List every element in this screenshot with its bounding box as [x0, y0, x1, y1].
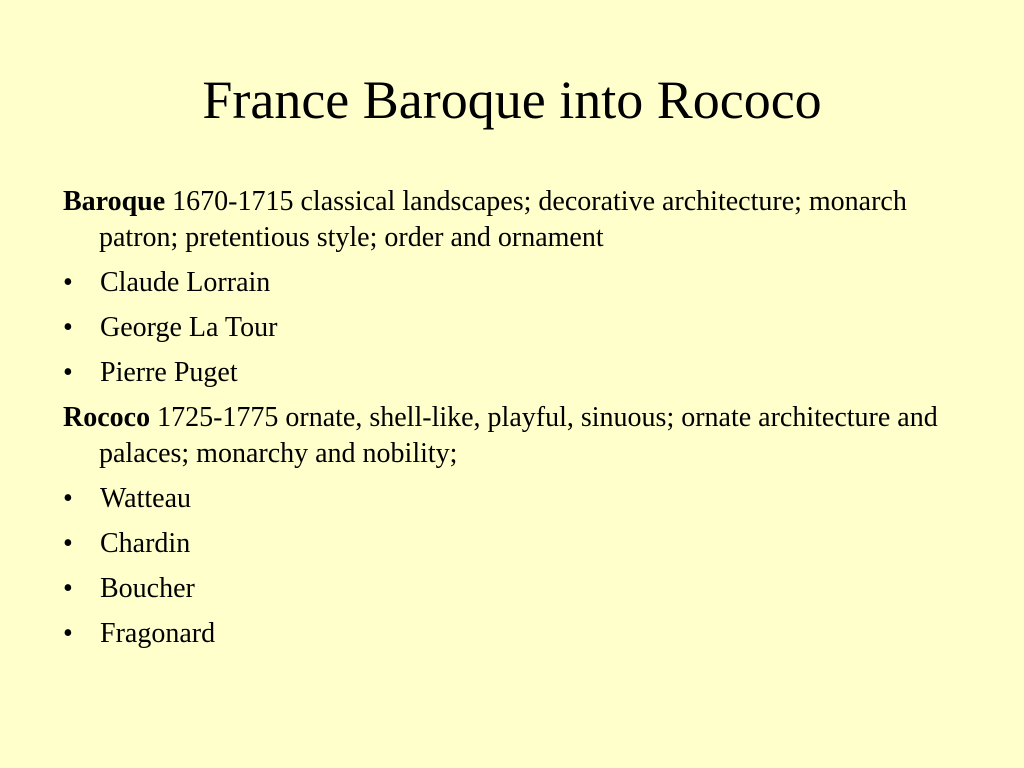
artist-name: Watteau [100, 483, 192, 514]
rococo-heading [63, 400, 983, 472]
artist-name: Claude Lorrain [100, 267, 271, 298]
list-item-rococo-artist [63, 481, 983, 517]
list-item-rococo-artist [63, 616, 983, 652]
bullet-icon: • [63, 528, 73, 559]
artist-name: Boucher [100, 573, 195, 604]
list-item-baroque-artist [63, 265, 983, 301]
bullet-icon: • [63, 573, 73, 604]
artist-name: Fragonard [100, 618, 216, 649]
artist-name: Pierre Puget [100, 357, 238, 388]
rococo-name: Rococo [63, 402, 151, 433]
list-item-baroque-artist [63, 355, 983, 391]
artist-name: Chardin [100, 528, 191, 559]
bullet-icon: • [63, 357, 73, 388]
bullet-icon: • [63, 618, 73, 649]
list-item-rococo-artist [63, 526, 983, 562]
list-item-baroque-artist [63, 310, 983, 346]
slide-body [63, 184, 983, 661]
rococo-description: 1725-1775 ornate, shell-like, playful, sinuous; ornate architecture and palaces; monarchy and nobility; [99, 402, 938, 469]
bullet-icon: • [63, 267, 73, 298]
list-item-rococo-artist [63, 571, 983, 607]
baroque-description: 1670-1715 classical landscapes; decorative architecture; monarch patron; pretentious style; order and ornament [99, 186, 907, 253]
bullet-icon: • [63, 483, 73, 514]
bullet-icon: • [63, 312, 73, 343]
artist-name: George La Tour [100, 312, 278, 343]
baroque-name: Baroque [63, 186, 166, 217]
slide-title: France Baroque into Rococo [202, 70, 822, 130]
baroque-heading [63, 184, 983, 256]
